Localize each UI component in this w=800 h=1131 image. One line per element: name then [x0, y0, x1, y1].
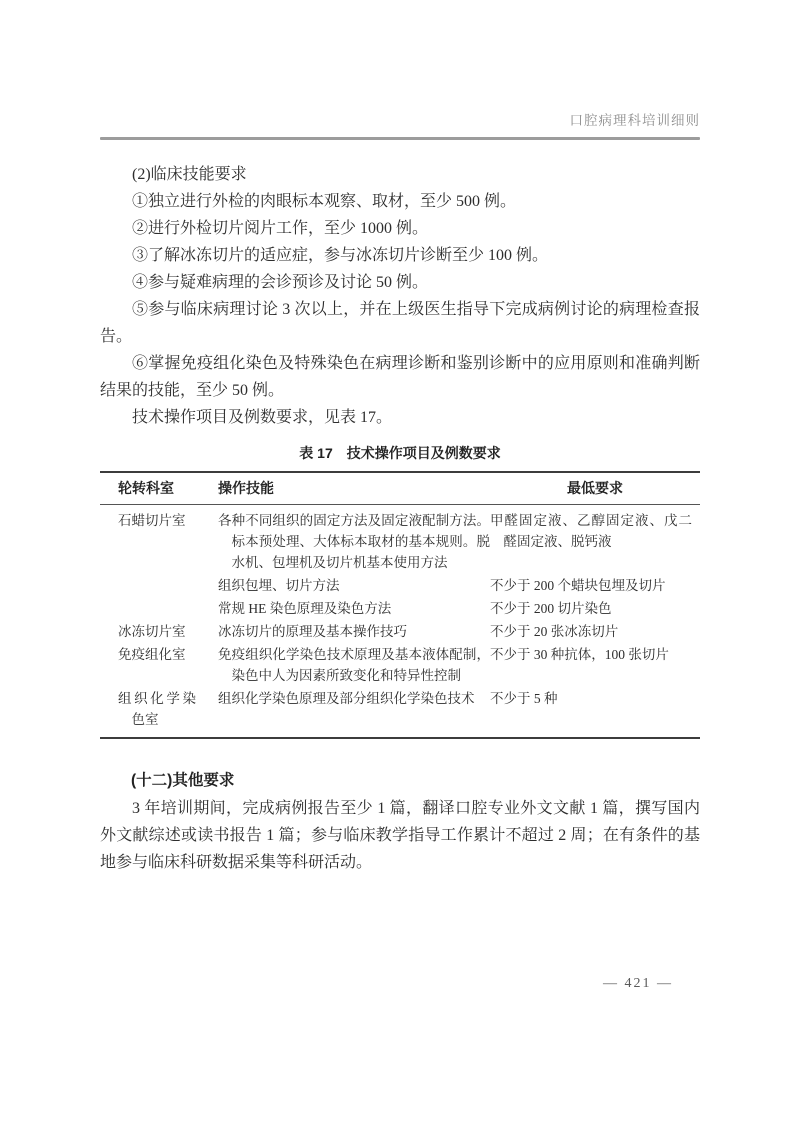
table-cell-dept: 石蜡切片室 [118, 513, 186, 528]
list-item: 技术操作项目及例数要求，见表 17。 [132, 409, 393, 426]
table-row [100, 644, 700, 686]
table-row [100, 575, 700, 596]
table-cell-dept [100, 575, 218, 596]
list-item: ⑤参与临床病理讨论 3 次以上，并在上级医生指导下完成病例讨论的病理检查报告。 [100, 301, 700, 345]
list-item: ③了解冰冻切片的适应症，参与冰冻切片诊断至少 100 例。 [132, 247, 549, 264]
table-body [100, 505, 700, 737]
table-cell-skill: 组织包埋、切片方法 [218, 578, 340, 593]
table-row [100, 510, 700, 573]
table-cell-skill: 免疫组织化学染色技术原理及基本液体配制，染色中人为因素所致变化和特异性控制 [218, 647, 490, 683]
clinical-skills-list [100, 188, 700, 431]
table-cell-skill: 常规 HE 染色原理及染色方法 [218, 601, 392, 616]
table-header-skill: 操作技能 [218, 480, 274, 496]
table-cell-dept: 冰冻切片室 [118, 624, 186, 639]
list-item: ①独立进行外检的肉眼标本观察、取材，至少 500 例。 [132, 193, 517, 210]
table-cell-requirement: 不少于 200 切片染色 [490, 601, 612, 616]
other-requirements-heading: (十二)其他要求 [131, 772, 235, 789]
clinical-skills-heading: (2)临床技能要求 [132, 166, 247, 183]
table-cell-requirement: 不少于 30 种抗体，100 张切片 [490, 647, 669, 662]
list-item: ⑥掌握免疫组化染色及特殊染色在病理诊断和鉴别诊断中的应用原则和准确判断结果的技能，至少 50 例。 [100, 355, 700, 399]
table-cell-requirement: 甲醛固定液、乙醇固定液、戊二醛固定液、脱钙液 [490, 513, 692, 549]
running-head: 口腔病理科培训细则 [569, 113, 700, 128]
header-rule [100, 137, 700, 140]
table-row [100, 688, 700, 730]
table-cell-dept: 免疫组化室 [118, 647, 186, 662]
table-cell-requirement: 不少于 5 种 [490, 691, 558, 706]
table-header-row [100, 473, 700, 505]
table-cell-skill: 冰冻切片的原理及基本操作技巧 [218, 624, 407, 639]
page-number: — 421 — [603, 976, 673, 991]
table-cell-skill: 各种不同组织的固定方法及固定液配制方法。标本预处理、大体标本取材的基本规则。脱水机、包埋机及切片机基本使用方法 [218, 513, 490, 570]
table-header-requirement: 最低要求 [567, 480, 623, 496]
table-cell-dept [100, 598, 218, 619]
table-header-dept: 轮转科室 [118, 480, 174, 496]
table-caption: 表 17 技术操作项目及例数要求 [299, 445, 501, 461]
table-cell-requirement: 不少于 20 张冰冻切片 [490, 624, 619, 639]
table-cell-skill: 组织化学染色原理及部分组织化学染色技术 [218, 691, 475, 706]
other-requirements-paragraph: 3 年培训期间，完成病例报告至少 1 篇，翻译口腔专业外文文献 1 篇，撰写国内外文献综述或读书报告 1 篇；参与临床教学指导工作累计不超过 2 周；在有条件的基地参与临床科研数据采集等科研活动。 [100, 800, 700, 871]
table-cell-requirement: 不少于 200 个蜡块包埋及切片 [490, 578, 666, 593]
table-cell-dept: 组织化学染色室 [118, 691, 196, 727]
requirements-table [100, 471, 700, 739]
page-body [100, 161, 700, 876]
table-row [100, 621, 700, 642]
table-row [100, 598, 700, 619]
list-item: ②进行外检切片阅片工作，至少 1000 例。 [132, 220, 429, 237]
list-item: ④参与疑难病理的会诊预诊及讨论 50 例。 [132, 274, 429, 291]
